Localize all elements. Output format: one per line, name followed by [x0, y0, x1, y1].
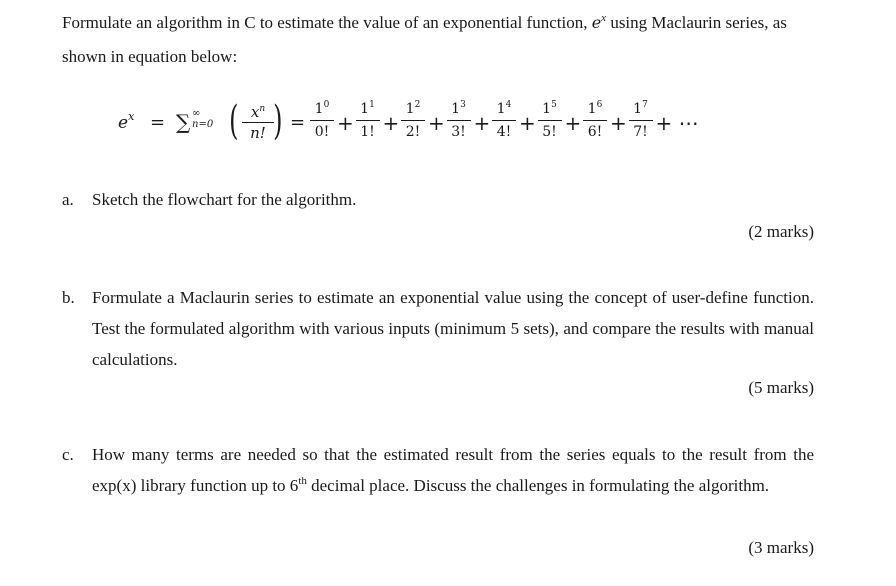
term-num-base: 1 — [542, 101, 552, 117]
term-denominator: 0! — [314, 124, 330, 140]
term-num-power: 7 — [642, 100, 648, 110]
series-term — [538, 98, 562, 143]
term-num-power: 4 — [505, 100, 512, 110]
series-term — [356, 98, 380, 143]
intro-exp-base: e — [591, 13, 602, 32]
term-denominator: 3! — [451, 124, 466, 140]
question-a — [0, 184, 896, 224]
question-c — [0, 439, 896, 539]
term-num-base: 1 — [314, 101, 324, 117]
question-c-text — [92, 439, 814, 501]
intro-text-before: Formulate an algorithm in C to estimate the value of an exponential function, — [62, 13, 592, 32]
question-c-text-after: decimal place. Discuss the challenges in formulating the algorithm. — [306, 476, 770, 495]
term-numerator — [401, 98, 425, 121]
plus-sign: + — [473, 111, 491, 135]
series-term — [401, 98, 425, 143]
plus-sign: + — [564, 111, 582, 135]
term-denominator: 7! — [633, 124, 648, 140]
term-denominator: 1! — [360, 124, 375, 140]
term-num-power: 5 — [551, 100, 557, 110]
plus-sign: + — [382, 111, 400, 135]
intro-paragraph — [62, 6, 832, 74]
maclaurin-equation — [118, 96, 718, 156]
sigma-symbol: ∑ — [176, 110, 191, 134]
question-a-label: a. — [62, 190, 74, 209]
inner-fraction — [242, 102, 274, 143]
plus-sign: + — [428, 111, 445, 135]
equation-lhs — [118, 110, 135, 133]
term-num-power: 2 — [414, 100, 421, 110]
question-b-marks: (5 marks) — [748, 378, 814, 397]
series-term — [310, 98, 334, 143]
left-paren: ( — [229, 98, 239, 144]
series-term — [583, 98, 607, 143]
term-numerator — [583, 98, 607, 121]
question-b-text: Formulate a Maclaurin series to estimate an exponential value using the concept of user-define function. Test the formulated algorithm with various inputs (minimum 5 sets), and compare the results with manual calculations. — [92, 288, 814, 369]
sigma-lower: n=0 — [192, 119, 214, 130]
term-num-power: 6 — [596, 100, 603, 110]
right-paren: ) — [273, 98, 283, 144]
term-denominator: 4! — [496, 124, 512, 140]
question-c-label: c. — [62, 445, 74, 464]
series-term — [492, 98, 516, 143]
term-num-base: 1 — [405, 101, 415, 117]
plus-sign: + — [610, 111, 627, 135]
term-numerator — [629, 98, 653, 121]
equals-sign-2: = — [290, 112, 306, 133]
series-term — [447, 98, 471, 143]
intro-exp-power: x — [601, 12, 607, 24]
plus-ellipsis: + ⋯ — [655, 111, 699, 135]
term-numerator — [447, 98, 471, 121]
sigma-limits — [192, 108, 213, 130]
term-num-base: 1 — [496, 101, 506, 117]
question-a-marks: (2 marks) — [748, 222, 814, 241]
series-term — [629, 98, 653, 143]
sigma-upper: ∞ — [192, 108, 201, 119]
term-denominator: 2! — [405, 124, 421, 140]
term-numerator — [356, 98, 380, 121]
question-c-text-before: How many terms are needed so that the estimated result from the series equals to the result from the exp(x) library function up to 6 — [92, 445, 814, 495]
term-numerator — [310, 98, 334, 121]
term-numerator — [538, 98, 562, 121]
term-num-power: 0 — [323, 100, 330, 110]
term-num-power: 1 — [369, 100, 375, 110]
inner-denominator: n! — [250, 124, 266, 142]
lhs-power: x — [128, 110, 135, 123]
inner-num-base: x — [250, 103, 260, 121]
term-num-base: 1 — [587, 101, 597, 117]
term-denominator: 5! — [542, 124, 557, 140]
lhs-base: e — [118, 113, 129, 133]
question-b-label: b. — [62, 288, 75, 307]
term-num-base: 1 — [360, 101, 370, 117]
term-num-base: 1 — [633, 101, 643, 117]
term-denominator: 6! — [587, 124, 603, 140]
question-c-marks: (3 marks) — [748, 538, 814, 557]
plus-sign: + — [519, 111, 536, 135]
inner-num-power: n — [259, 104, 266, 114]
term-numerator — [492, 98, 516, 121]
inner-numerator — [242, 102, 274, 123]
term-num-power: 3 — [460, 100, 466, 110]
equals-sign-1: = — [150, 112, 166, 133]
question-a-text: Sketch the flowchart for the algorithm. — [92, 190, 357, 209]
intro-text-after: using Maclaurin series, as shown in equation below: — [62, 13, 787, 66]
question-b — [0, 282, 896, 382]
plus-sign: + — [337, 111, 354, 135]
question-c-ordinal: th — [298, 475, 307, 487]
term-num-base: 1 — [451, 101, 461, 117]
